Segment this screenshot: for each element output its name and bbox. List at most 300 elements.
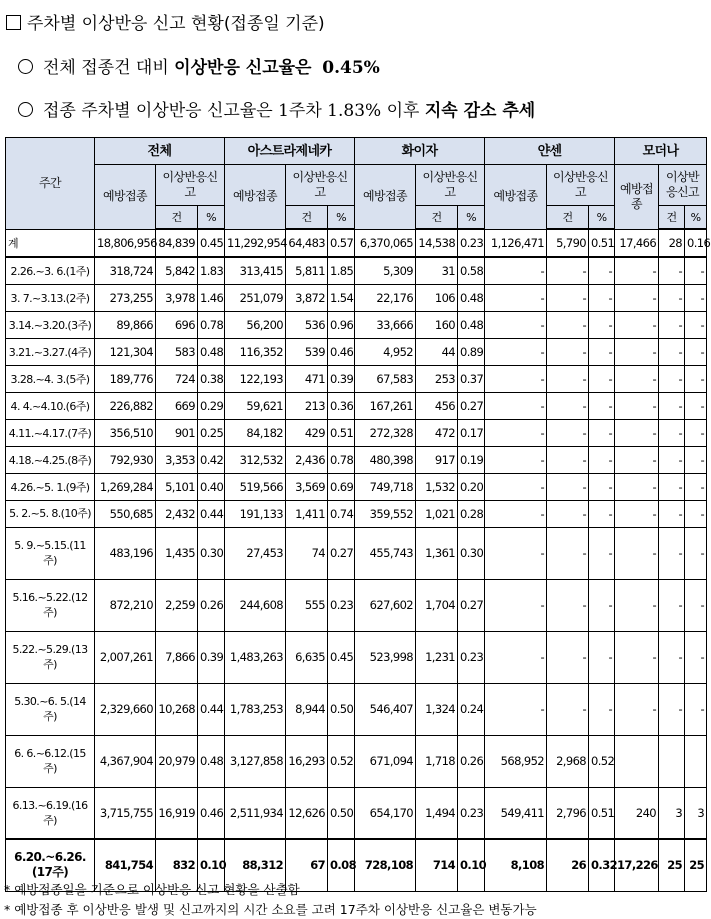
value-cell: 167,261 <box>355 392 416 419</box>
value-cell: 359,552 <box>355 500 416 527</box>
value-cell: 272,328 <box>355 419 416 446</box>
week-cell: 6.13.~6.19.(16주) <box>6 787 95 839</box>
value-cell: 191,133 <box>225 500 286 527</box>
value-cell: 0.58 <box>458 257 485 284</box>
value-cell: 22,176 <box>355 284 416 311</box>
vendor-header-pfizer: 화이자 <box>355 138 485 165</box>
table-row <box>6 787 707 839</box>
value-cell: 0.51 <box>328 419 355 446</box>
table-row <box>6 735 707 787</box>
table-row <box>6 419 707 446</box>
value-cell: 0.28 <box>458 500 485 527</box>
value-cell: - <box>589 284 615 311</box>
col-count: 건 <box>416 206 458 230</box>
value-cell: 5,790 <box>547 229 589 257</box>
value-cell: 0.27 <box>458 579 485 631</box>
value-cell: 669 <box>156 392 198 419</box>
week-cell: 3. 7.~3.13.(2주) <box>6 284 95 311</box>
week-cell: 2.26.~3. 6.(1주) <box>6 257 95 284</box>
value-cell: 2,259 <box>156 579 198 631</box>
value-cell: 3,127,858 <box>225 735 286 787</box>
value-cell: 0.08 <box>328 839 355 891</box>
value-cell: 536 <box>286 311 328 338</box>
table-row <box>6 631 707 683</box>
value-cell: 792,930 <box>95 446 156 473</box>
week-cell: 4.18.~4.25.(8주) <box>6 446 95 473</box>
value-cell: 0.26 <box>458 735 485 787</box>
checkbox-square-icon <box>6 15 21 30</box>
value-cell: 0.78 <box>198 311 225 338</box>
value-cell: 0.36 <box>328 392 355 419</box>
value-cell: 189,776 <box>95 365 156 392</box>
table-row <box>6 365 707 392</box>
col-vaccination: 예방접종 <box>615 165 659 230</box>
value-cell: - <box>659 257 685 284</box>
value-cell: 627,602 <box>355 579 416 631</box>
col-report: 이상반응신고 <box>286 165 355 206</box>
value-cell: 1,231 <box>416 631 458 683</box>
value-cell: - <box>615 419 659 446</box>
value-cell: - <box>615 257 659 284</box>
value-cell: - <box>659 338 685 365</box>
value-cell: 1,021 <box>416 500 458 527</box>
value-cell: 74 <box>286 527 328 579</box>
value-cell: - <box>485 419 547 446</box>
value-cell: - <box>685 473 707 500</box>
value-cell: - <box>485 446 547 473</box>
value-cell: - <box>685 365 707 392</box>
vendor-header-janssen: 얀센 <box>485 138 615 165</box>
value-cell: - <box>659 473 685 500</box>
value-cell: 1,435 <box>156 527 198 579</box>
value-cell: - <box>547 683 589 735</box>
week-cell: 4.11.~4.17.(7주) <box>6 419 95 446</box>
value-cell: 455,743 <box>355 527 416 579</box>
value-cell: 2,511,934 <box>225 787 286 839</box>
value-cell: 11,292,954 <box>225 229 286 257</box>
value-cell: 0.52 <box>328 735 355 787</box>
value-cell: - <box>615 446 659 473</box>
value-cell: 2,007,261 <box>95 631 156 683</box>
value-cell: 483,196 <box>95 527 156 579</box>
value-cell: 0.20 <box>458 473 485 500</box>
value-cell: - <box>615 284 659 311</box>
value-cell: 5,842 <box>156 257 198 284</box>
value-cell: - <box>485 311 547 338</box>
value-cell: 724 <box>156 365 198 392</box>
table-row <box>6 257 707 284</box>
value-cell: - <box>589 473 615 500</box>
value-cell: 3 <box>685 787 707 839</box>
value-cell: 546,407 <box>355 683 416 735</box>
value-cell: 714 <box>416 839 458 891</box>
value-cell: 0.50 <box>328 683 355 735</box>
value-cell: 0.57 <box>328 229 355 257</box>
value-cell: 8,108 <box>485 839 547 891</box>
value-cell: 0.23 <box>458 631 485 683</box>
value-cell: 0.27 <box>328 527 355 579</box>
value-cell: 0.26 <box>198 579 225 631</box>
week-cell: 5. 2.~5. 8.(10주) <box>6 500 95 527</box>
value-cell: 0.38 <box>198 365 225 392</box>
value-cell: 88,312 <box>225 839 286 891</box>
value-cell: - <box>589 257 615 284</box>
value-cell: - <box>547 338 589 365</box>
week-cell: 5.22.~5.29.(13주) <box>6 631 95 683</box>
value-cell: - <box>659 631 685 683</box>
value-cell: 0.10 <box>198 839 225 891</box>
value-cell: 240 <box>615 787 659 839</box>
value-cell: 18,806,956 <box>95 229 156 257</box>
value-cell: 16,919 <box>156 787 198 839</box>
value-cell: 832 <box>156 839 198 891</box>
value-cell: 0.25 <box>198 419 225 446</box>
value-cell: - <box>485 392 547 419</box>
value-cell: - <box>615 579 659 631</box>
value-cell: - <box>685 311 707 338</box>
footnote: * 예방접종 후 이상반응 발생 및 신고까지의 시간 소요를 고려 17주차 이상반응 신고율은 변동가능 <box>4 902 537 917</box>
value-cell: - <box>685 527 707 579</box>
value-cell: 0.78 <box>328 446 355 473</box>
col-count: 건 <box>547 206 589 230</box>
value-cell: 0.45 <box>198 229 225 257</box>
value-cell: 0.50 <box>328 787 355 839</box>
table-row <box>6 446 707 473</box>
value-cell: 1,126,471 <box>485 229 547 257</box>
value-cell: 0.48 <box>198 338 225 365</box>
value-cell: 471 <box>286 365 328 392</box>
value-cell <box>615 735 659 787</box>
value-cell: 2,796 <box>547 787 589 839</box>
value-cell: - <box>589 500 615 527</box>
value-cell: - <box>547 284 589 311</box>
value-cell: 56,200 <box>225 311 286 338</box>
value-cell: 1,483,263 <box>225 631 286 683</box>
week-cell: 5.30.~6. 5.(14주) <box>6 683 95 735</box>
value-cell: - <box>547 446 589 473</box>
value-cell: 1,269,284 <box>95 473 156 500</box>
value-cell: - <box>547 311 589 338</box>
value-cell: 2,968 <box>547 735 589 787</box>
value-cell: - <box>685 392 707 419</box>
footnote: * 예방접종일을 기준으로 이상반응 신고 현황을 산출함 <box>4 882 300 897</box>
section-title: 주차별 이상반응 신고 현황(접종일 기준) <box>6 9 325 34</box>
col-vaccination: 예방접종 <box>485 165 547 230</box>
value-cell: - <box>547 419 589 446</box>
value-cell: 1,411 <box>286 500 328 527</box>
value-cell: 456 <box>416 392 458 419</box>
week-header: 주간 <box>6 138 95 230</box>
value-cell: - <box>547 500 589 527</box>
value-cell: - <box>615 392 659 419</box>
value-cell: 0.23 <box>328 579 355 631</box>
value-cell: - <box>547 365 589 392</box>
value-cell: - <box>485 365 547 392</box>
value-cell: 1.83 <box>198 257 225 284</box>
value-cell: 17,226 <box>615 839 659 891</box>
value-cell: 429 <box>286 419 328 446</box>
value-cell: 0.89 <box>458 338 485 365</box>
value-cell: 116,352 <box>225 338 286 365</box>
value-cell: 1,494 <box>416 787 458 839</box>
value-cell: 0.46 <box>328 338 355 365</box>
value-cell: 3,978 <box>156 284 198 311</box>
value-cell: 84,839 <box>156 229 198 257</box>
value-cell: 1,324 <box>416 683 458 735</box>
value-cell: 8,944 <box>286 683 328 735</box>
value-cell: 84,182 <box>225 419 286 446</box>
value-cell: - <box>685 257 707 284</box>
value-cell: 0.23 <box>458 787 485 839</box>
col-vaccination: 예방접종 <box>225 165 286 230</box>
value-cell: 27,453 <box>225 527 286 579</box>
value-cell: 0.69 <box>328 473 355 500</box>
table-row <box>6 311 707 338</box>
table-row <box>6 338 707 365</box>
value-cell: 0.19 <box>458 446 485 473</box>
value-cell: 1,783,253 <box>225 683 286 735</box>
value-cell: 0.42 <box>198 446 225 473</box>
value-cell: 3,872 <box>286 284 328 311</box>
value-cell: 519,566 <box>225 473 286 500</box>
value-cell: - <box>659 446 685 473</box>
value-cell: - <box>659 419 685 446</box>
value-cell: - <box>615 683 659 735</box>
value-cell: - <box>685 683 707 735</box>
value-cell: 0.10 <box>458 839 485 891</box>
value-cell: - <box>615 365 659 392</box>
value-cell: 3,353 <box>156 446 198 473</box>
value-cell: - <box>589 579 615 631</box>
value-cell: 28 <box>659 229 685 257</box>
table-row <box>6 527 707 579</box>
value-cell: 0.46 <box>198 787 225 839</box>
value-cell: 480,398 <box>355 446 416 473</box>
value-cell: 3 <box>659 787 685 839</box>
value-cell: 872,210 <box>95 579 156 631</box>
value-cell: - <box>589 631 615 683</box>
value-cell: - <box>685 419 707 446</box>
col-pct: % <box>589 206 615 230</box>
value-cell: - <box>659 311 685 338</box>
value-cell: 1,704 <box>416 579 458 631</box>
value-cell: 5,811 <box>286 257 328 284</box>
value-cell: 59,621 <box>225 392 286 419</box>
value-cell: 25 <box>659 839 685 891</box>
value-cell: - <box>547 631 589 683</box>
value-cell: - <box>547 392 589 419</box>
value-cell: 749,718 <box>355 473 416 500</box>
adverse-event-table <box>5 137 711 892</box>
value-cell: 356,510 <box>95 419 156 446</box>
value-cell: 122,193 <box>225 365 286 392</box>
value-cell: 318,724 <box>95 257 156 284</box>
value-cell: - <box>485 527 547 579</box>
value-cell: 0.29 <box>198 392 225 419</box>
week-cell: 4. 4.~4.10.(6주) <box>6 392 95 419</box>
bullet-2: 접종 주차별 이상반응 신고율은 1주차 1.83% 이후 지속 감소 추세 <box>18 96 535 121</box>
value-cell: 20,979 <box>156 735 198 787</box>
value-cell: - <box>547 527 589 579</box>
value-cell: 0.32 <box>589 839 615 891</box>
value-cell: - <box>485 284 547 311</box>
value-cell: 671,094 <box>355 735 416 787</box>
value-cell: 0.30 <box>458 527 485 579</box>
value-cell: 1,718 <box>416 735 458 787</box>
col-pct: % <box>685 206 707 230</box>
value-cell: 0.52 <box>589 735 615 787</box>
value-cell: 0.74 <box>328 500 355 527</box>
col-count: 건 <box>659 206 685 230</box>
value-cell: - <box>615 631 659 683</box>
value-cell: - <box>659 527 685 579</box>
value-cell: 121,304 <box>95 338 156 365</box>
vendor-header-total: 전체 <box>95 138 225 165</box>
circle-bullet-icon <box>18 102 33 117</box>
value-cell: - <box>485 257 547 284</box>
value-cell: 6,370,065 <box>355 229 416 257</box>
value-cell: 89,866 <box>95 311 156 338</box>
col-count: 건 <box>286 206 328 230</box>
value-cell: 33,666 <box>355 311 416 338</box>
value-cell: 550,685 <box>95 500 156 527</box>
value-cell: 0.45 <box>328 631 355 683</box>
value-cell: 6,635 <box>286 631 328 683</box>
week-cell: 3.21.~3.27.(4주) <box>6 338 95 365</box>
value-cell: 654,170 <box>355 787 416 839</box>
value-cell: - <box>547 473 589 500</box>
value-cell: 213 <box>286 392 328 419</box>
vendor-header-moderna: 모더나 <box>615 138 707 165</box>
value-cell: 273,255 <box>95 284 156 311</box>
value-cell: - <box>485 683 547 735</box>
table-row <box>6 284 707 311</box>
value-cell: - <box>589 683 615 735</box>
table-body <box>6 229 711 891</box>
value-cell: - <box>685 284 707 311</box>
value-cell: - <box>685 446 707 473</box>
value-cell: - <box>485 631 547 683</box>
value-cell: 583 <box>156 338 198 365</box>
value-cell: 0.30 <box>198 527 225 579</box>
value-cell: 313,415 <box>225 257 286 284</box>
value-cell: 0.44 <box>198 500 225 527</box>
value-cell: 2,436 <box>286 446 328 473</box>
value-cell: 160 <box>416 311 458 338</box>
value-cell: 25 <box>685 839 707 891</box>
circle-bullet-icon <box>18 59 33 74</box>
value-cell: 0.40 <box>198 473 225 500</box>
col-vaccination: 예방접종 <box>95 165 156 230</box>
value-cell: 0.48 <box>458 284 485 311</box>
value-cell: 16,293 <box>286 735 328 787</box>
week-cell: 계 <box>6 229 95 257</box>
value-cell: 67 <box>286 839 328 891</box>
value-cell: - <box>485 338 547 365</box>
value-cell: 1,361 <box>416 527 458 579</box>
value-cell: 2,432 <box>156 500 198 527</box>
value-cell: 31 <box>416 257 458 284</box>
week-cell: 3.28.~4. 3.(5주) <box>6 365 95 392</box>
value-cell: 696 <box>156 311 198 338</box>
value-cell: 251,079 <box>225 284 286 311</box>
table-row <box>6 683 707 735</box>
value-cell: 0.27 <box>458 392 485 419</box>
value-cell: 0.96 <box>328 311 355 338</box>
value-cell: - <box>615 311 659 338</box>
week-cell: 5.16.~5.22.(12주) <box>6 579 95 631</box>
value-cell: 2,329,660 <box>95 683 156 735</box>
col-report: 이상반응신고 <box>156 165 225 206</box>
value-cell: - <box>589 392 615 419</box>
value-cell: - <box>685 579 707 631</box>
value-cell: - <box>589 311 615 338</box>
col-pct: % <box>328 206 355 230</box>
value-cell: 253 <box>416 365 458 392</box>
value-cell: 17,466 <box>615 229 659 257</box>
value-cell: 4,367,904 <box>95 735 156 787</box>
value-cell: - <box>589 338 615 365</box>
value-cell: 523,998 <box>355 631 416 683</box>
col-pct: % <box>198 206 225 230</box>
col-report: 이상반응신고 <box>547 165 615 206</box>
value-cell: 0.48 <box>458 311 485 338</box>
value-cell: 549,411 <box>485 787 547 839</box>
value-cell: - <box>547 579 589 631</box>
value-cell: 4,952 <box>355 338 416 365</box>
col-report: 이상반응신고 <box>416 165 485 206</box>
value-cell: 0.51 <box>589 787 615 839</box>
value-cell: - <box>659 683 685 735</box>
value-cell: - <box>615 500 659 527</box>
week-cell: 3.14.~3.20.(3주) <box>6 311 95 338</box>
value-cell: 0.37 <box>458 365 485 392</box>
week-cell: 4.26.~5. 1.(9주) <box>6 473 95 500</box>
value-cell: 901 <box>156 419 198 446</box>
value-cell: - <box>589 365 615 392</box>
value-cell: - <box>685 631 707 683</box>
value-cell: - <box>589 419 615 446</box>
value-cell: 244,608 <box>225 579 286 631</box>
col-count: 건 <box>156 206 198 230</box>
value-cell: 44 <box>416 338 458 365</box>
value-cell: 0.39 <box>198 631 225 683</box>
value-cell: - <box>485 579 547 631</box>
value-cell: 5,101 <box>156 473 198 500</box>
value-cell: 3,569 <box>286 473 328 500</box>
value-cell: 539 <box>286 338 328 365</box>
value-cell: 5,309 <box>355 257 416 284</box>
value-cell: - <box>659 284 685 311</box>
value-cell: 568,952 <box>485 735 547 787</box>
col-report: 이상반응신고 <box>659 165 707 206</box>
value-cell: - <box>685 338 707 365</box>
value-cell: - <box>685 500 707 527</box>
value-cell: 0.51 <box>589 229 615 257</box>
value-cell <box>685 735 707 787</box>
value-cell: 226,882 <box>95 392 156 419</box>
value-cell: 1.85 <box>328 257 355 284</box>
value-cell: - <box>485 500 547 527</box>
value-cell: - <box>589 527 615 579</box>
table-row <box>6 473 707 500</box>
vendor-header-astrazeneca: 아스트라제네카 <box>225 138 355 165</box>
total-row <box>6 229 707 257</box>
value-cell: 1.46 <box>198 284 225 311</box>
value-cell: 917 <box>416 446 458 473</box>
table-row <box>6 500 707 527</box>
value-cell: - <box>659 392 685 419</box>
